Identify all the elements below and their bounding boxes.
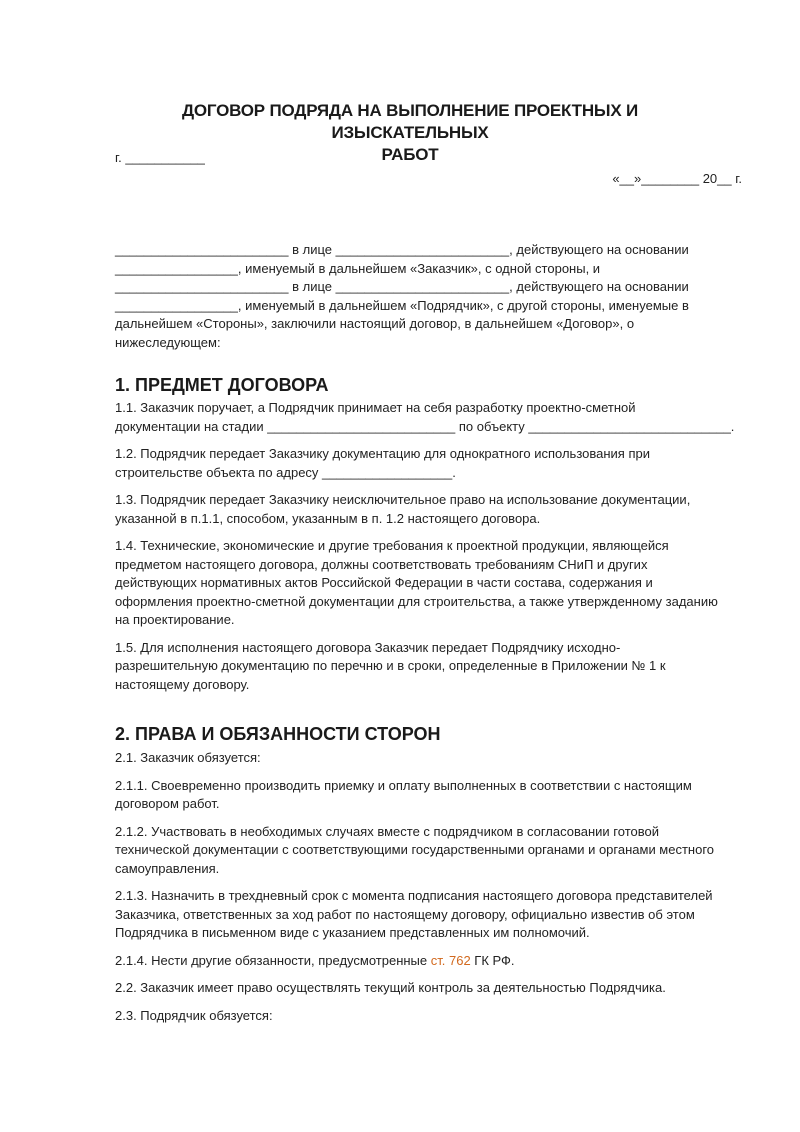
clause-line: Подрядчика в письменном виде с указанием представленных им полномочий. xyxy=(115,925,590,940)
clause-2-2 xyxy=(115,979,745,998)
clause-2-1-4 xyxy=(115,952,745,971)
section-heading: 1. ПРЕДМЕТ ДОГОВОРА xyxy=(115,375,329,395)
clause-text: 2.1.4. Нести другие обязанности, предусмотренные xyxy=(115,952,431,968)
city-field: г. ___________ xyxy=(115,150,205,165)
clause-line: 2.1.3. Назначить в трехдневный срок с момента подписания настоящего договора представителей xyxy=(115,888,713,903)
clause-line: 2.1. Заказчик обязуется: xyxy=(115,750,261,765)
section-1-body xyxy=(115,399,745,703)
clause-line: действующих нормативных актов Российской Федерации в части состава, содержания и xyxy=(115,575,653,590)
section-2-body xyxy=(115,749,745,1034)
intro-line: дальнейшем «Стороны», заключили настоящий договор, в дальнейшем «Договор», о xyxy=(115,316,635,331)
intro-paragraph xyxy=(115,241,745,352)
clause-line: 1.4. Технические, экономические и другие требования к проектной продукции, являющейся xyxy=(115,538,669,553)
clause-line: самоуправления. xyxy=(115,860,220,876)
intro-line: нижеследующем: xyxy=(115,334,221,350)
clause-2-1 xyxy=(115,749,745,768)
clause-2-1-1 xyxy=(115,777,745,814)
clause-2-1-3 xyxy=(115,887,745,943)
clause-line: настоящему договору. xyxy=(115,676,250,692)
clause-line xyxy=(115,952,745,971)
clause-1-2 xyxy=(115,445,745,482)
clause-line: 2.1.2. Участвовать в необходимых случаях вместе с подрядчиком в согласовании готовой xyxy=(115,823,659,839)
clause-line: 2.2. Заказчик имеет право осуществлять текущий контроль за деятельностью Подрядчика. xyxy=(115,980,666,995)
clause-line: 1.1. Заказчик поручает, а Подрядчик принимает на себя разработку проектно-сметной xyxy=(115,400,636,415)
clause-line: указанной в п.1.1, способом, указанным в п. 1.2 настоящего договора. xyxy=(115,510,541,526)
title-line-1: ДОГОВОР ПОДРЯДА НА ВЫПОЛНЕНИЕ ПРОЕКТНЫХ И ИЗЫСКАТЕЛЬНЫХ xyxy=(181,101,639,142)
title-line-2: РАБОТ xyxy=(381,145,439,164)
intro-line: ________________________ в лице ________________________, действующего на основании xyxy=(115,242,689,257)
intro-line: _________________, именуемый в дальнейшем «Подрядчик», с другой стороны, именуемые в xyxy=(115,297,689,313)
clause-line: договором работ. xyxy=(115,796,220,811)
clause-line: 2.3. Подрядчик обязуется: xyxy=(115,1007,273,1023)
clause-text: ГК РФ. xyxy=(470,952,515,968)
clause-line: строительстве объекта по адресу __________________. xyxy=(115,464,456,480)
clause-1-3 xyxy=(115,491,745,528)
clause-1-1 xyxy=(115,399,745,436)
clause-2-1-2 xyxy=(115,823,745,879)
intro-line: _________________, именуемый в дальнейшем «Заказчик», с одной стороны, и xyxy=(115,260,601,276)
clause-line: разрешительную документацию по перечню и в сроки, определенные в Приложении № 1 к xyxy=(115,658,666,673)
clause-line: Заказчика, ответственных за ход работ по настоящему договору, официально известив об этом xyxy=(115,906,695,922)
clause-1-4 xyxy=(115,537,745,630)
law-article-link[interactable]: ст. 762 xyxy=(430,952,471,968)
section-heading: 2. ПРАВА И ОБЯЗАННОСТИ СТОРОН xyxy=(115,724,441,744)
clause-2-3 xyxy=(115,1007,745,1026)
intro-line: ________________________ в лице ________________________, действующего на основании xyxy=(115,279,689,294)
clause-line: предметом настоящего договора, должны соответствовать требованиям СНиП и других xyxy=(115,556,648,572)
clause-line: на проектирование. xyxy=(115,612,235,627)
clause-line: 1.3. Подрядчик передает Заказчику неисключительное право на использование документации, xyxy=(115,492,691,507)
date-field: «__»________ 20__ г. xyxy=(612,171,742,186)
clause-line: документации на стадии __________________________ по объекту ____________________________. xyxy=(115,418,735,434)
clause-line: технической документации с соответствующими государственными органами и органами местного xyxy=(115,842,715,857)
clause-1-5 xyxy=(115,639,745,695)
clause-line: 1.2. Подрядчик передает Заказчику документацию для однократного использования при xyxy=(115,446,650,461)
clause-line: оформления проектно-сметной документации для строительства, а также утвержденному заданию xyxy=(115,593,718,609)
clause-line: 1.5. Для исполнения настоящего договора Заказчик передает Подрядчику исходно- xyxy=(115,639,621,655)
clause-line: 2.1.1. Своевременно производить приемку и оплату выполненных в соответствии с настоящим xyxy=(115,777,692,793)
